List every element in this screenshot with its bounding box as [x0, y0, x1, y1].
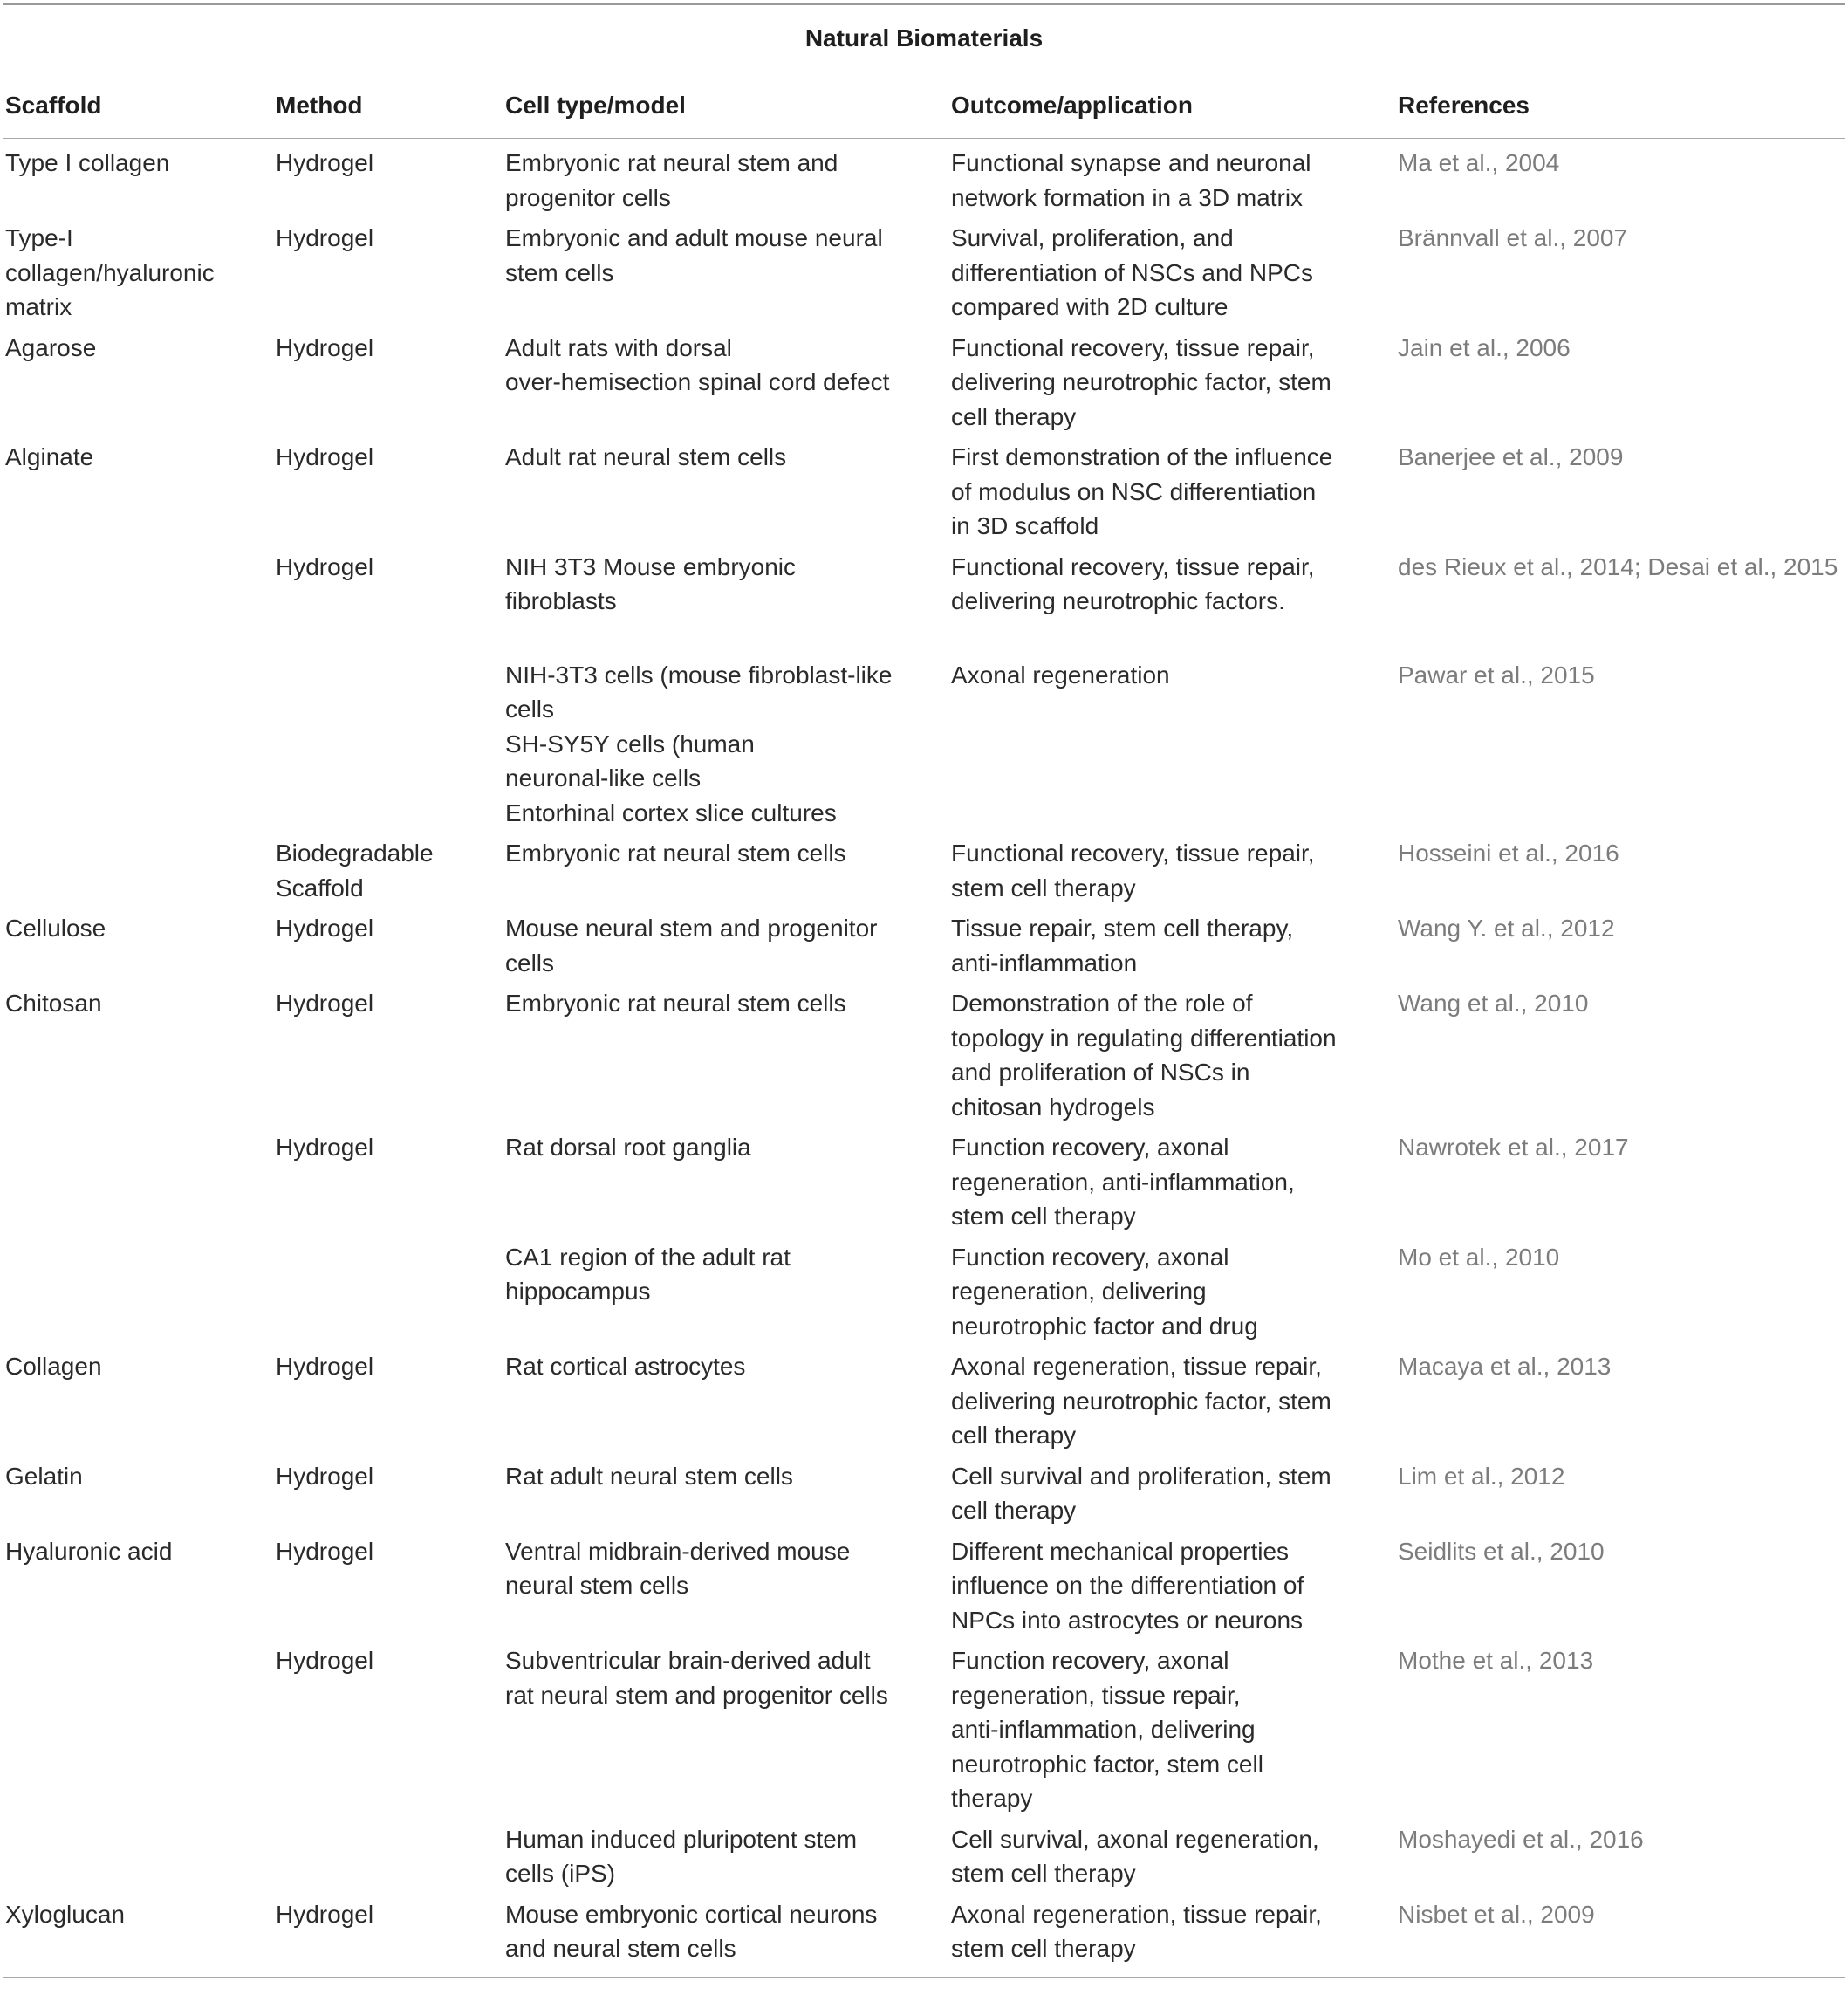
reference-link[interactable]: Banerjee et al., 2009: [1398, 443, 1624, 470]
cell-type-cell: CA1 region of the adult rat hippocampus: [505, 1243, 791, 1305]
reference-link[interactable]: Moshayedi et al., 2016: [1398, 1825, 1644, 1853]
scaffold-cell: [3, 1240, 276, 1344]
outcome-cell: Functional synapse and neuronal network formation in a 3D matrix: [951, 149, 1311, 211]
outcome-cell: Survival, proliferation, and differentiation of NSCs and NPCs compared with 2D culture: [951, 224, 1314, 320]
cell-type-cell: NIH-3T3 cells (mouse fibroblast-like cells SH-SY5Y cells (human neuronal-like cells Entorhinal cortex slice cultures: [505, 661, 893, 826]
method-cell: Hydrogel: [276, 1647, 374, 1674]
table-banner: Natural Biomaterials: [804, 24, 1044, 51]
reference-link[interactable]: Jain et al., 2006: [1398, 333, 1571, 361]
scaffold-cell: Type-I collagen/hyaluronic matrix: [5, 224, 215, 320]
scaffold-cell: Collagen: [5, 1353, 102, 1380]
references-cell: [1398, 1643, 1845, 1816]
method-cell: Hydrogel: [276, 333, 374, 361]
method-cell: Hydrogel: [276, 224, 374, 251]
table-row: [3, 146, 1845, 221]
table-row: [3, 1897, 1845, 1977]
bottom-rule: [3, 1977, 1845, 1978]
reference-link[interactable]: Mothe et al., 2013: [1398, 1647, 1594, 1674]
references-cell: [1398, 986, 1845, 1124]
scaffold-cell: [3, 836, 276, 905]
outcome-cell: Function recovery, axonal regeneration, delivering neurotrophic factor and drug: [951, 1243, 1258, 1340]
cell-type-cell: Adult rat neural stem cells: [505, 443, 787, 470]
outcome-cell: Cell survival, axonal regeneration, stem cell therapy: [951, 1825, 1319, 1887]
reference-link[interactable]: Pawar et al., 2015: [1398, 661, 1595, 689]
table-row: [3, 658, 1845, 837]
table-row: [3, 1459, 1845, 1534]
method-cell: [276, 1240, 505, 1344]
reference-link[interactable]: Nisbet et al., 2009: [1398, 1900, 1595, 1928]
reference-link[interactable]: Ma et al., 2004: [1398, 149, 1560, 176]
table-row: [3, 1130, 1845, 1240]
scaffold-cell: [3, 550, 276, 619]
references-cell: [1398, 658, 1845, 831]
table-row: [3, 1240, 1845, 1350]
references-cell: [1398, 1534, 1845, 1638]
scaffold-cell: [3, 1643, 276, 1816]
reference-link[interactable]: Hosseini et al., 2016: [1398, 840, 1619, 867]
cell-type-cell: Embryonic rat neural stem cells: [505, 840, 846, 867]
header-scaffold: Scaffold: [5, 91, 102, 119]
scaffold-cell: [3, 1822, 276, 1891]
outcome-cell: First demonstration of the influence of modulus on NSC differentiation in 3D scaffold: [951, 443, 1333, 539]
table-row: [3, 836, 1845, 911]
references-cell: [1398, 836, 1845, 905]
reference-link[interactable]: Lim et al., 2012: [1398, 1462, 1565, 1490]
table-row: [3, 550, 1845, 658]
outcome-cell: Functional recovery, tissue repair, delivering neurotrophic factor, stem cell therapy: [951, 333, 1331, 430]
references-cell: [1398, 440, 1845, 544]
cell-type-cell: Embryonic and adult mouse neural stem cells: [505, 224, 883, 286]
outcome-cell: Functional recovery, tissue repair, stem cell therapy: [951, 840, 1315, 902]
cell-type-cell: Rat dorsal root ganglia: [505, 1134, 751, 1161]
reference-link[interactable]: Macaya et al., 2013: [1398, 1353, 1612, 1380]
scaffold-cell: Hyaluronic acid: [5, 1537, 173, 1565]
reference-separator: ;: [1633, 552, 1648, 580]
references-cell: [1398, 911, 1845, 980]
references-cell: [1398, 331, 1845, 435]
outcome-cell: Function recovery, axonal regeneration, tissue repair, anti-inflammation, delivering neurotrophic factor, stem cell therapy: [951, 1647, 1263, 1812]
outcome-cell: Function recovery, axonal regeneration, anti-inflammation, stem cell therapy: [951, 1134, 1295, 1230]
scaffold-cell: Chitosan: [5, 990, 102, 1017]
reference-link[interactable]: Mo et al., 2010: [1398, 1243, 1560, 1271]
method-cell: Hydrogel: [276, 149, 374, 176]
reference-link[interactable]: Nawrotek et al., 2017: [1398, 1134, 1629, 1161]
cell-type-cell: Ventral midbrain-derived mouse neural stem cells: [505, 1537, 851, 1599]
cell-type-cell: Human induced pluripotent stem cells (iPS): [505, 1825, 858, 1887]
method-cell: Hydrogel: [276, 990, 374, 1017]
scaffold-cell: [3, 658, 276, 831]
method-cell: [276, 658, 505, 831]
references-cell: [1398, 1130, 1845, 1234]
header-references: References: [1398, 91, 1530, 119]
reference-link[interactable]: Desai et al., 2015: [1647, 552, 1838, 580]
outcome-cell: Axonal regeneration: [951, 661, 1170, 689]
method-cell: Hydrogel: [276, 915, 374, 942]
method-cell: Hydrogel: [276, 552, 374, 580]
outcome-cell: Tissue repair, stem cell therapy, anti-inflammation: [951, 915, 1294, 977]
header-row: [3, 72, 1845, 138]
method-cell: Hydrogel: [276, 1900, 374, 1928]
references-cell: [1398, 1459, 1845, 1528]
references-cell: [1398, 1897, 1845, 1966]
references-cell: [1398, 221, 1845, 325]
outcome-cell: Axonal regeneration, tissue repair, delivering neurotrophic factor, stem cell therapy: [951, 1353, 1331, 1449]
reference-link[interactable]: Seidlits et al., 2010: [1398, 1537, 1605, 1565]
method-cell: Biodegradable Scaffold: [276, 840, 434, 902]
outcome-cell: Different mechanical properties influence on the differentiation of NPCs into astrocytes or neurons: [951, 1537, 1304, 1634]
table-body: [3, 139, 1845, 1977]
table-row: [3, 1534, 1845, 1644]
cell-type-cell: Subventricular brain-derived adult rat neural stem and progenitor cells: [505, 1647, 888, 1709]
outcome-cell: Cell survival and proliferation, stem cell therapy: [951, 1462, 1331, 1524]
cell-type-cell: Rat adult neural stem cells: [505, 1462, 793, 1490]
cell-type-cell: Embryonic rat neural stem cells: [505, 990, 846, 1017]
references-cell: [1398, 146, 1845, 215]
scaffold-cell: Cellulose: [5, 915, 106, 942]
table-row: [3, 1822, 1845, 1897]
method-cell: Hydrogel: [276, 1537, 374, 1565]
scaffold-cell: Type I collagen: [5, 149, 170, 176]
scaffold-cell: Xyloglucan: [5, 1900, 125, 1928]
table-row: [3, 221, 1845, 331]
outcome-cell: Functional recovery, tissue repair, delivering neurotrophic factors.: [951, 552, 1315, 614]
references-cell: [1398, 1240, 1845, 1344]
table-row: [3, 440, 1845, 550]
cell-type-cell: Adult rats with dorsal over-hemisection spinal cord defect: [505, 333, 890, 395]
outcome-cell: Demonstration of the role of topology in regulating differentiation and proliferation of NSCs in chitosan hydrogels: [951, 990, 1337, 1121]
reference-link[interactable]: Wang et al., 2010: [1398, 990, 1589, 1017]
references-cell: [1398, 1822, 1845, 1891]
table-row: [3, 986, 1845, 1130]
references-cell: [1398, 550, 1845, 619]
scaffold-cell: Gelatin: [5, 1462, 83, 1490]
method-cell: Hydrogel: [276, 443, 374, 470]
table-container: [3, 0, 1845, 1978]
table-row: [3, 1349, 1845, 1459]
reference-link[interactable]: des Rieux et al., 2014: [1398, 552, 1634, 580]
reference-link[interactable]: Wang Y. et al., 2012: [1398, 915, 1615, 942]
header-outcome: Outcome/application: [951, 91, 1193, 119]
header-cell-type: Cell type/model: [505, 91, 686, 119]
table-row: [3, 331, 1845, 441]
cell-type-cell: NIH 3T3 Mouse embryonic fibroblasts: [505, 552, 797, 614]
method-cell: Hydrogel: [276, 1134, 374, 1161]
scaffold-cell: Agarose: [5, 333, 97, 361]
header-method: Method: [276, 91, 363, 119]
cell-type-cell: Rat cortical astrocytes: [505, 1353, 746, 1380]
method-cell: Hydrogel: [276, 1462, 374, 1490]
method-cell: Hydrogel: [276, 1353, 374, 1380]
method-cell: [276, 1822, 505, 1891]
scaffold-cell: [3, 1130, 276, 1234]
cell-type-cell: Embryonic rat neural stem and progenitor cells: [505, 149, 838, 211]
cell-type-cell: Mouse embryonic cortical neurons and neural stem cells: [505, 1900, 878, 1962]
table-row: [3, 1643, 1845, 1822]
outcome-cell: Axonal regeneration, tissue repair, stem cell therapy: [951, 1900, 1322, 1962]
table-row: [3, 911, 1845, 986]
scaffold-cell: Alginate: [5, 443, 94, 470]
cell-type-cell: Mouse neural stem and progenitor cells: [505, 915, 878, 977]
references-cell: [1398, 1349, 1845, 1453]
reference-link[interactable]: Brännvall et al., 2007: [1398, 224, 1628, 251]
